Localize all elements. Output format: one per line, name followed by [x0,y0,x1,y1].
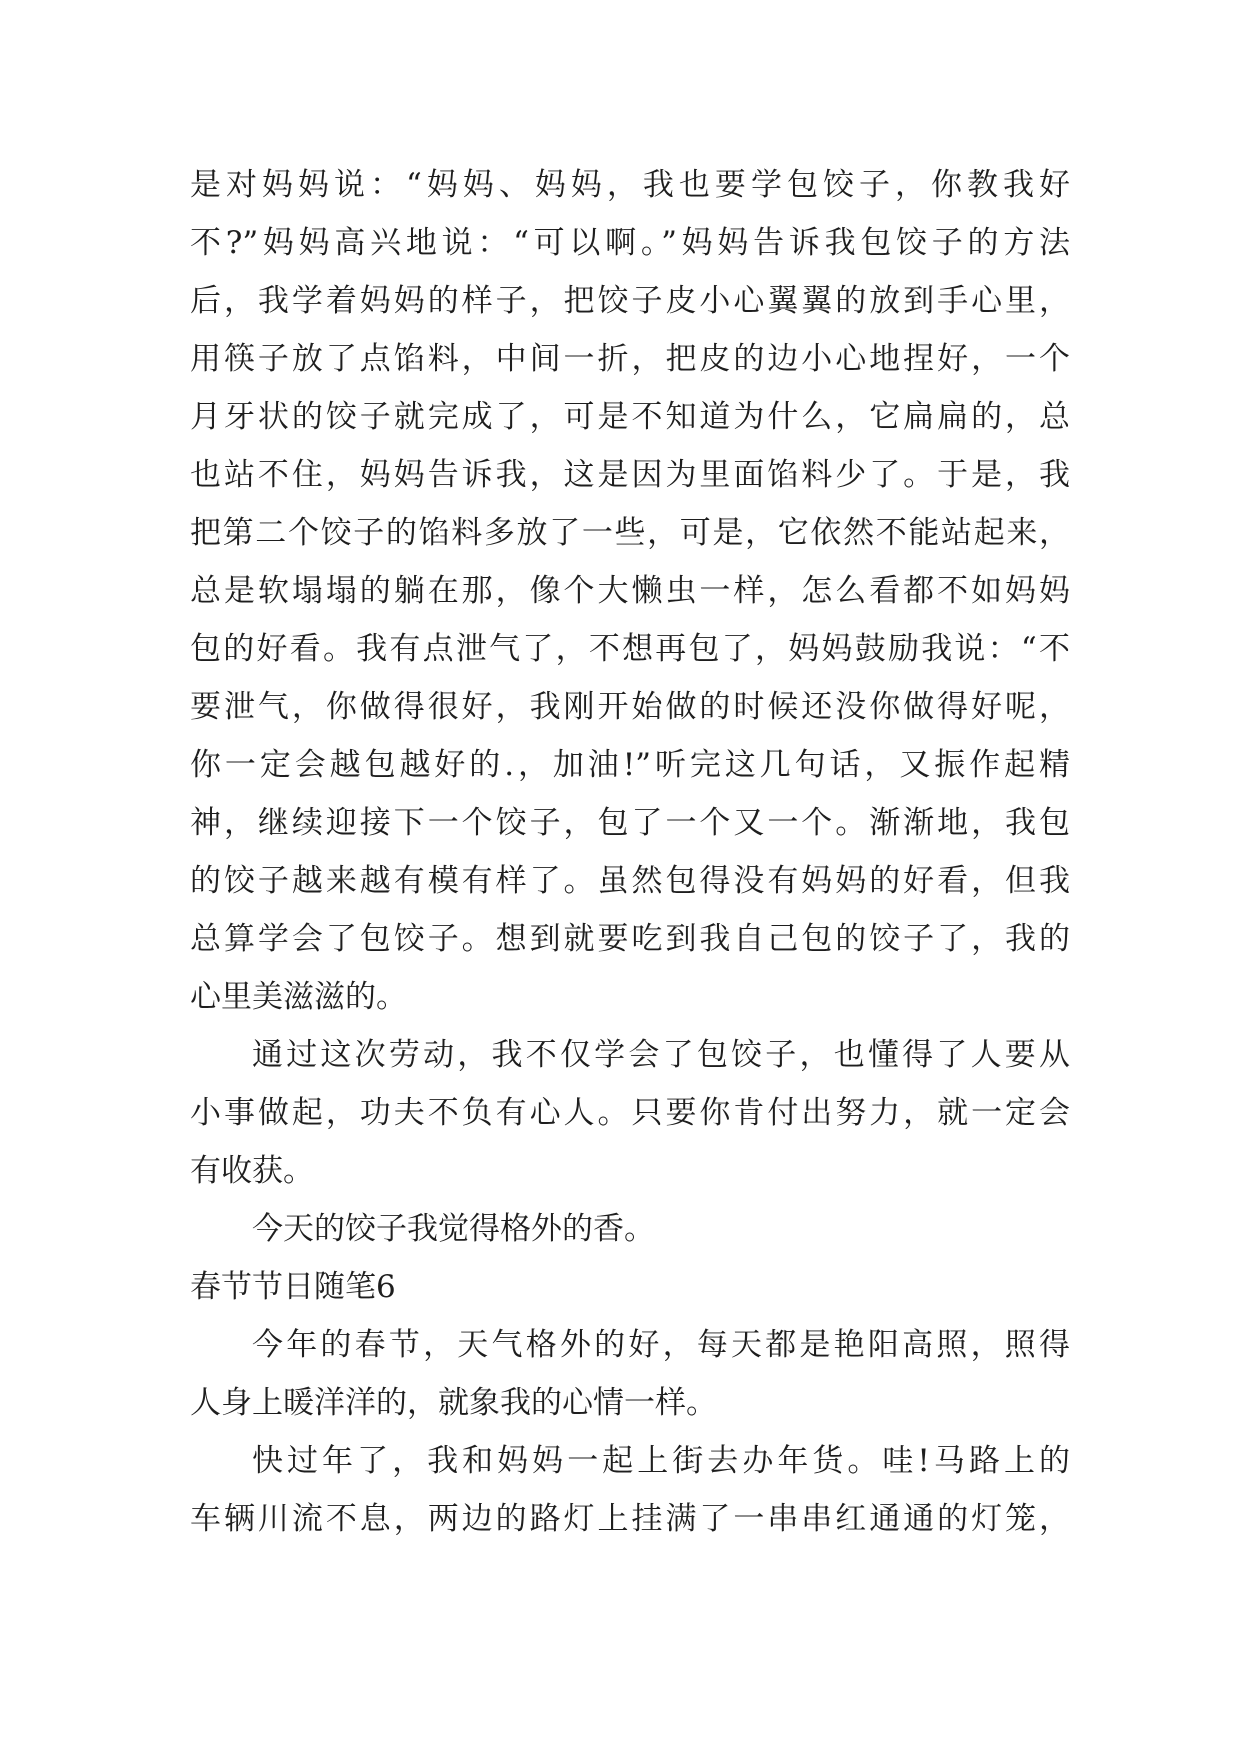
text-line: 今年的春节，天气格外的好，每天都是艳阳高照，照得 [252,1327,1070,1363]
text-line: 总算学会了包饺子。想到就要吃到我自己包的饺子了，我的 [190,921,1070,957]
text-line: 后，我学着妈妈的样子，把饺子皮小心翼翼的放到手心里， [190,283,1070,319]
text-line: 车辆川流不息，两边的路灯上挂满了一串串红通通的灯笼， [190,1501,1070,1537]
text-line: 也站不住，妈妈告诉我，这是因为里面馅料少了。于是，我 [190,457,1070,493]
text-line: 心里美滋滋的。 [190,979,407,1015]
text-line: 包的好看。我有点泄气了，不想再包了，妈妈鼓励我说：“不 [190,631,1070,667]
text-line: 今天的饺子我觉得格外的香。 [252,1211,655,1247]
text-line: 要泄气，你做得很好，我刚开始做的时候还没你做得好呢， [190,689,1070,725]
text-line: 人身上暖洋洋的，就象我的心情一样。 [190,1385,717,1421]
text-line: 总是软塌塌的躺在那，像个大懒虫一样，怎么看都不如妈妈 [190,573,1070,609]
text-line: 有收获。 [190,1153,314,1189]
text-line: 是对妈妈说：“妈妈、妈妈，我也要学包饺子，你教我好 [190,167,1070,203]
section-heading: 春节节日随笔6 [190,1269,396,1305]
text-line: 把第二个饺子的馅料多放了一些，可是，它依然不能站起来， [190,515,1070,551]
text-line: 用筷子放了点馅料，中间一折，把皮的边小心地捏好，一个 [190,341,1070,377]
text-line: 快过年了，我和妈妈一起上街去办年货。哇!马路上的 [252,1443,1070,1479]
text-line: 神，继续迎接下一个饺子，包了一个又一个。渐渐地，我包 [190,805,1070,841]
text-line: 你一定会越包越好的.，加油!”听完这几句话，又振作起精 [190,747,1070,783]
text-line: 不?”妈妈高兴地说：“可以啊。”妈妈告诉我包饺子的方法 [190,225,1070,261]
text-line: 小事做起，功夫不负有心人。只要你肯付出努力，就一定会 [190,1095,1070,1131]
text-line: 的饺子越来越有模有样了。虽然包得没有妈妈的好看，但我 [190,863,1070,899]
text-line: 通过这次劳动，我不仅学会了包饺子，也懂得了人要从 [252,1037,1070,1073]
text-line: 月牙状的饺子就完成了，可是不知道为什么，它扁扁的，总 [190,399,1070,435]
